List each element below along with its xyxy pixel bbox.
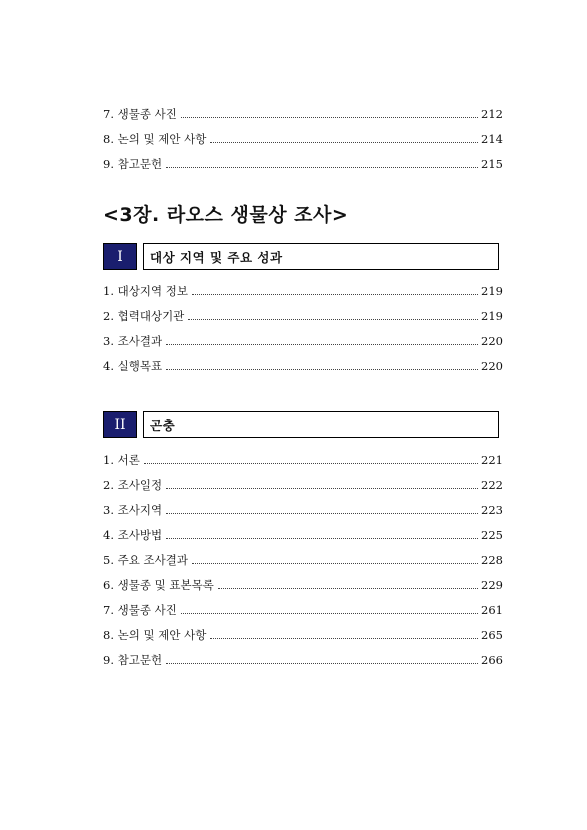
dot-leader [166, 344, 478, 345]
toc-entry[interactable] [103, 602, 503, 618]
toc-entry[interactable] [103, 627, 503, 643]
toc-entry-label: 6. 생물종 및 표본목록 [103, 578, 214, 592]
toc-entry-page: 222 [481, 478, 503, 492]
toc-entry-label: 2. 조사일정 [103, 478, 163, 492]
toc-entry-page: 228 [481, 553, 503, 567]
dot-leader [166, 663, 478, 664]
toc-entry[interactable] [103, 552, 503, 568]
toc-entry-label: 7. 생물종 사진 [103, 603, 177, 617]
toc-entry-page: 215 [481, 157, 503, 171]
toc-entry-page: 223 [481, 503, 503, 517]
toc-entry-label: 4. 실행목표 [103, 359, 163, 373]
toc-entry-label: 3. 조사지역 [103, 503, 163, 517]
dot-leader [210, 638, 478, 639]
dot-leader [210, 142, 478, 143]
toc-entry-page: 219 [481, 284, 503, 298]
toc-entry-page: 219 [481, 309, 503, 323]
toc-entry-label: 3. 조사결과 [103, 334, 163, 348]
toc-entry-label: 8. 논의 및 제안 사항 [103, 628, 207, 642]
dot-leader [188, 319, 478, 320]
toc-entry-label: 1. 대상지역 정보 [103, 284, 188, 298]
section-header [103, 411, 499, 438]
toc-entry[interactable] [103, 577, 503, 593]
dot-leader [166, 538, 478, 539]
toc-entry-label: 1. 서론 [103, 453, 140, 467]
toc-entry[interactable] [103, 358, 503, 374]
section-number-badge: II [103, 411, 137, 438]
toc-entry-page: 225 [481, 528, 503, 542]
section-title: 곤충 [143, 411, 499, 438]
toc-entry[interactable] [103, 652, 503, 668]
toc-entry-page: 265 [481, 628, 503, 642]
toc-entry-page: 220 [481, 334, 503, 348]
chapter-title: <3장. 라오스 생물상 조사> [103, 204, 349, 226]
dot-leader [166, 369, 478, 370]
toc-entry-page: 266 [481, 653, 503, 667]
section-title: 대상 지역 및 주요 성과 [143, 243, 499, 270]
toc-entry[interactable] [103, 156, 503, 172]
toc-entry-label: 2. 협력대상기관 [103, 309, 185, 323]
toc-entry-page: 212 [481, 107, 503, 121]
section-header [103, 243, 499, 270]
dot-leader [192, 294, 478, 295]
toc-entry[interactable] [103, 452, 503, 468]
toc-entry[interactable] [103, 131, 503, 147]
toc-entry-label: 9. 참고문헌 [103, 157, 163, 171]
toc-entry-label: 4. 조사방법 [103, 528, 163, 542]
toc-entry-label: 5. 주요 조사결과 [103, 553, 188, 567]
dot-leader [166, 167, 478, 168]
toc-entry-page: 220 [481, 359, 503, 373]
dot-leader [166, 488, 478, 489]
toc-entry[interactable] [103, 333, 503, 349]
dot-leader [166, 513, 478, 514]
toc-entry-page: 229 [481, 578, 503, 592]
toc-entry-page: 221 [481, 453, 503, 467]
toc-entry[interactable] [103, 477, 503, 493]
section-number-badge: I [103, 243, 137, 270]
toc-entry-label: 8. 논의 및 제안 사항 [103, 132, 207, 146]
toc-entry-label: 9. 참고문헌 [103, 653, 163, 667]
toc-entry-page: 261 [481, 603, 503, 617]
toc-entry[interactable] [103, 502, 503, 518]
toc-entry-label: 7. 생물종 사진 [103, 107, 177, 121]
dot-leader [192, 563, 478, 564]
toc-entry[interactable] [103, 308, 503, 324]
toc-entry-page: 214 [481, 132, 503, 146]
toc-entry[interactable] [103, 527, 503, 543]
dot-leader [181, 117, 478, 118]
dot-leader [218, 588, 478, 589]
toc-entry[interactable] [103, 283, 503, 299]
dot-leader [144, 463, 478, 464]
dot-leader [181, 613, 478, 614]
toc-entry[interactable] [103, 106, 503, 122]
